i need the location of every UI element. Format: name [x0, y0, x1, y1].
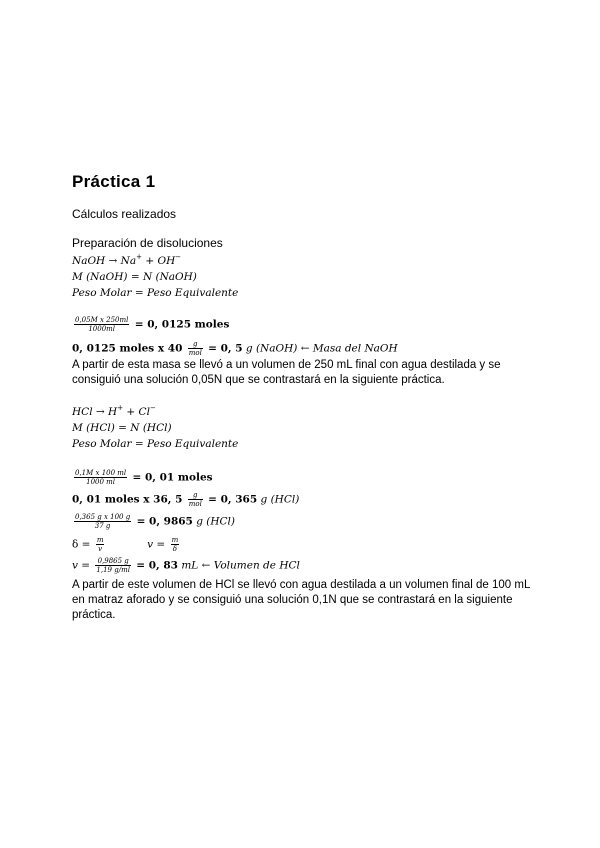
subtitle: Cálculos realizados — [72, 207, 177, 221]
hcl-reaction: HCl → H+ + Cl− — [72, 404, 156, 418]
hcl-volume-fraction: $\frac{0,9865 g}{1,19 g/ml}$ — [96, 557, 130, 574]
volume-fraction: $\frac{m}{\delta}$ — [171, 536, 179, 553]
page-title: Práctica 1 — [72, 172, 156, 191]
hcl-paragraph: A partir de este volumen de HCl se llevó con agua destilada a un volumen final de 100 mL en matraz aforado y se consiguió una solución 0,1N que se contrastará en la siguiente práctica. — [72, 579, 530, 621]
hcl-weight-equation: Peso Molar = Peso Equivalente — [72, 438, 239, 450]
naoh-paragraph: A partir de esta masa se llevó a un volumen de 250 mL final con agua destilada y se consiguió una solución 0,05N que se contrastará en la siguiente práctica. — [72, 359, 501, 386]
hcl-moles-calculation: $\frac{\text{0,1M x 100 ml}}{1000 ml}$ = 0, 01 moles — [75, 469, 213, 486]
naoh-molar-equation: M (NaOH) = N (NaOH) — [72, 271, 197, 283]
density-fraction: $\frac{m}{v}$ — [96, 536, 104, 553]
naoh-moles-calculation: $\frac{\text{0,05M x 250ml}}{1000ml}$ = 0, 0125 moles — [75, 316, 230, 333]
hcl-molar-equation: M (HCl) = N (HCl) — [72, 422, 172, 434]
hcl-unit-fraction: $\frac{g}{\text{mol}}$ — [188, 491, 202, 508]
naoh-moles-fraction: $\frac{\text{0,05M x 250ml}}{1000ml}$ — [75, 316, 129, 333]
hcl-density-formulas: δ = $\frac{m}{v}$ v = $\frac{m}{\delta}$ — [72, 536, 179, 553]
hcl-mass-calculation: 0, 01 moles x 36, 5 $\frac{g}{\text{mol}}$ = 0, 365 g (HCl) — [72, 491, 300, 508]
naoh-reaction: NaOH → Na+ + OH− — [72, 253, 182, 267]
hcl-purity-calculation: $\frac{\text{0,365 g x 100 g}}{37 g}$ = 0, 9865 g (HCl) — [75, 513, 236, 530]
naoh-mass-calculation: 0, 0125 moles x 40 $\frac{g}{\text{mol}}$ = 0, 5 g (NaOH) ← Masa del NaOH — [72, 340, 398, 357]
hcl-purity-fraction: $\frac{\text{0,365 g x 100 g}}{37 g}$ — [75, 513, 131, 530]
hcl-volume-calculation: v = $\frac{0,9865 g}{1,19 g/ml}$ = 0, 83 mL ← Volumen de HCl — [72, 557, 300, 574]
naoh-unit-fraction: $\frac{g}{\text{mol}}$ — [188, 340, 202, 357]
section-heading: Preparación de disoluciones — [72, 236, 223, 250]
hcl-moles-fraction: $\frac{\text{0,1M x 100 ml}}{1000 ml}$ — [75, 469, 127, 486]
naoh-weight-equation: Peso Molar = Peso Equivalente — [72, 287, 239, 299]
